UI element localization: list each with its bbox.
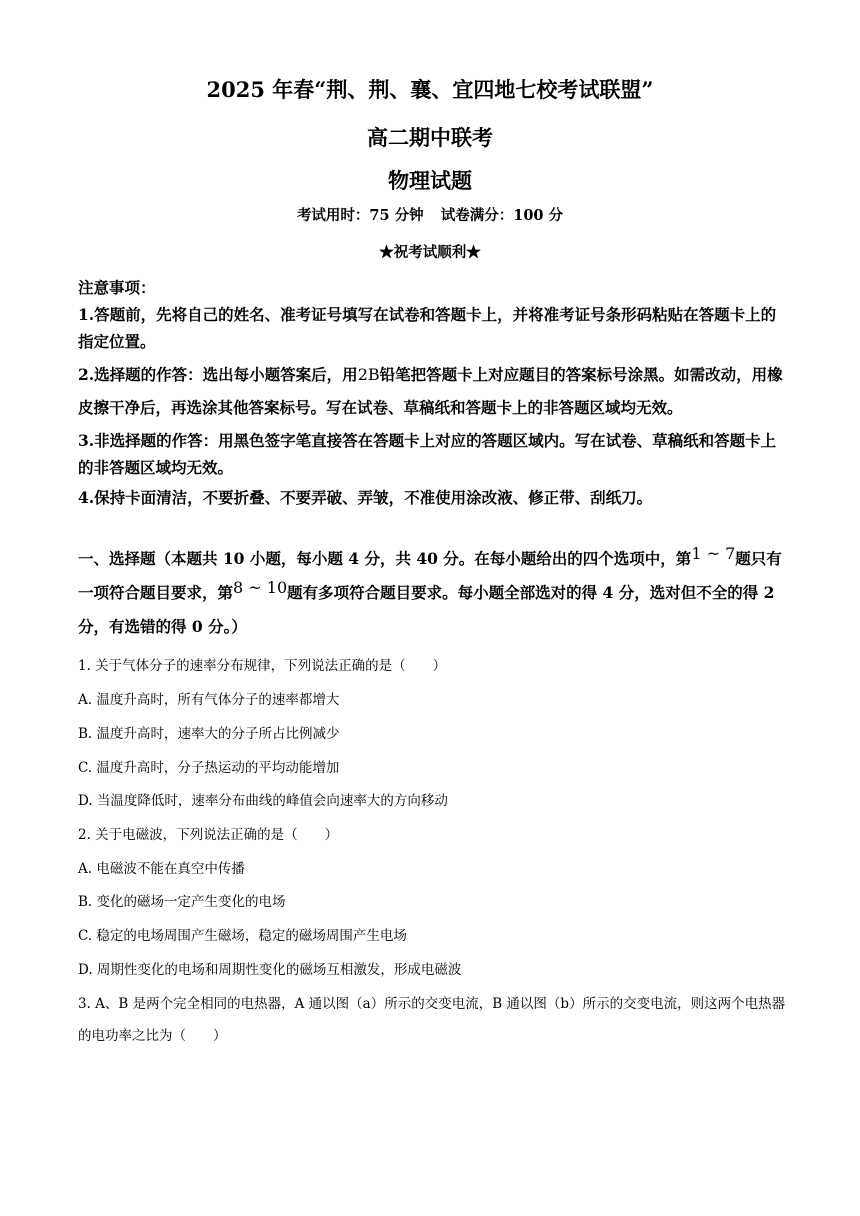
question-2-option-b: B. 变化的磁场一定产生变化的电场 bbox=[78, 894, 286, 910]
question-1-option-b: B. 温度升高时，速率大的分子所占比例减少 bbox=[78, 726, 340, 742]
exam-time: 考试用时：75 分钟 bbox=[296, 207, 424, 224]
notes-heading: 注意事项： bbox=[78, 278, 156, 297]
note-item-2-part-b: 铅笔把答题卡上对应题目的答案标号涂黑。如需改动，用橡皮擦干净后，再选涂其他答案标号。写在试卷、草稿纸和答题卡上的非答题区域均无效。 bbox=[78, 365, 783, 417]
section-header bbox=[78, 542, 786, 644]
range-multi-choice: 8 ~ 10 bbox=[233, 578, 288, 597]
question-2-option-a: A. 电磁波不能在真空中传播 bbox=[78, 861, 245, 877]
section-text-1: 一、选择题（本题共 10 小题，每小题 4 分，共 40 分。在每小题给出的四个选项中，第 bbox=[78, 549, 692, 568]
note-item-1: 1.答题前，先将自己的姓名、准考证号填写在试卷和答题卡上，并将准考证号条形码粘贴在答题卡上的指定位置。 bbox=[78, 305, 777, 351]
question-1-option-d: D. 当温度降低时，速率分布曲线的峰值会向速率大的方向移动 bbox=[78, 793, 448, 809]
question-2-option-c: C. 稳定的电场周围产生磁场，稳定的磁场周围产生电场 bbox=[78, 928, 407, 944]
notes-section bbox=[78, 274, 786, 514]
question-3-stem: 3. A、B 是两个完全相同的电热器，A 通以图（a）所示的交变电流，B 通以图（b）所示的交变电流，则这两个电热器的电功率之比为（ ） bbox=[78, 996, 786, 1044]
note-item-2-part-a: 2.选择题的作答：选出每小题答案后，用 bbox=[78, 365, 358, 384]
exam-score: 试卷满分：100 分 bbox=[440, 207, 564, 224]
exam-title: 2025 年春“荆、荆、襄、宜四地七校考试联盟” bbox=[206, 77, 654, 102]
pencil-grade: 2B bbox=[357, 365, 380, 384]
good-luck-line: ★祝考试顺利★ bbox=[379, 244, 481, 261]
section-text-3: 题有多项符合题目要求。每小题全部选对的得 4 分，选对但不全的得 2 分，有选错的得 0 分。） bbox=[78, 583, 775, 636]
note-item-2 bbox=[78, 358, 786, 424]
question-1-option-a: A. 温度升高时，所有气体分子的速率都增大 bbox=[78, 692, 340, 708]
question-1-stem: 1. 关于气体分子的速率分布规律，下列说法正确的是（ ） bbox=[78, 658, 447, 674]
question-2-option-d: D. 周期性变化的电场和周期性变化的磁场互相激发，形成电磁波 bbox=[78, 962, 462, 978]
exam-meta bbox=[0, 204, 860, 225]
section-text-2: 题只有一项符合题目要求，第 bbox=[78, 549, 782, 602]
note-item-3: 3.非选择题的作答：用黑色签字笔直接答在答题卡上对应的答题区域内。写在试卷、草稿纸和答题卡上的非答题区域均无效。 bbox=[78, 431, 777, 477]
subject-title: 物理试题 bbox=[388, 168, 472, 193]
note-item-4: 4.保持卡面清洁，不要折叠、不要弄破、弄皱，不准使用涂改液、修正带、刮纸刀。 bbox=[78, 488, 653, 507]
exam-subtitle: 高二期中联考 bbox=[367, 125, 493, 150]
question-2-stem: 2. 关于电磁波，下列说法正确的是（ ） bbox=[78, 827, 339, 843]
range-single-choice: 1 ~ 7 bbox=[691, 544, 736, 563]
question-1-option-c: C. 温度升高时，分子热运动的平均动能增加 bbox=[78, 760, 340, 776]
